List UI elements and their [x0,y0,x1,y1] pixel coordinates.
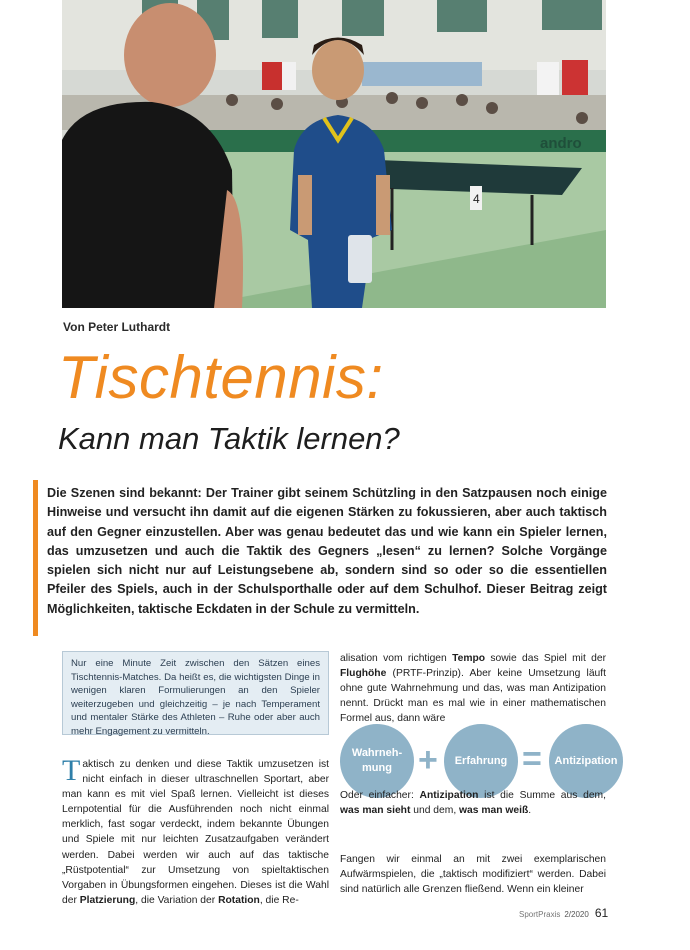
body-emphasis: Flughöhe [340,668,387,680]
info-box: Nur eine Minute Zeit zwischen den Sätzen eines Tischtennis-Matches. Da heißt es, die wichtigsten Dinge in wenigen klaren Formulierungen an den Spieler weiterzugeben und gleichzeitig – je nach Temperament und mentaler Stärke des Athleten – Ruhe oder aber auch mehr Engagement zu vermitteln. [62,651,329,735]
body-paragraph-right-3: Fangen wir einmal an mit zwei exemplarischen Aufwärmspielen, die „taktisch modifiziert“ werden. Dabei sind natürlich alle Grenzen fließend. Wenn ein kleiner [340,854,606,896]
body-text: und dem, [410,805,460,817]
body-paragraph-right-2 [340,788,606,818]
body-paragraph-right-1 [340,651,606,726]
body-emphasis: was man sieht [340,805,411,817]
formula-result-anticipation [549,724,623,798]
body-text: , die Re- [259,894,299,906]
photo-scene [62,0,606,308]
formula-term-perception [340,724,414,798]
formula-term-label: Wahrneh- mung [351,747,403,774]
court-sign: andro [540,135,582,152]
body-text: , die Variation der [135,894,219,906]
page-footer [519,906,608,920]
body-text: alisation vom richtigen [340,653,453,664]
body-emphasis: Antizipation [419,790,479,801]
lead-accent-bar [33,480,38,636]
page-number: 61 [594,906,609,920]
formula-term-label: Erfahrung [454,754,508,767]
article-subtitle: Kann man Taktik lernen? [58,421,400,456]
article-photo [62,0,606,308]
drop-cap: T [62,754,81,787]
body-emphasis: was man weiß [459,805,529,817]
magazine-name: SportPraxis [519,910,561,919]
body-text: (PRTF-Prinzip). Aber keine Umsetzung läuft ohne gute Wahrnehmung und das, was man Antizipation nennt. Drückt man es mal wie in einer mathematischen Formel aus, dann wäre [340,668,606,725]
body-text: ist die Summe aus dem, [478,790,606,801]
body-emphasis: Tempo [452,653,486,664]
formula-term-experience [444,724,518,798]
table-number: 4 [473,192,480,206]
body-text: Oder einfacher: [340,790,420,801]
body-text: sowie das Spiel mit der [485,653,606,664]
body-emphasis: Rotation [218,894,260,906]
body-text: aktisch zu denken und diese Taktik umzusetzen ist nicht einfach in dieser ultraschnellen Sportart, aber man kann es mit viel Spaß lernen. Vielleicht ist dieses Lernpotential für die Ausführenden noch nicht einmal merklich, fast sogar verdeckt, indem bekannte Übungen und Spiele mit nur leichten Zusatzaufgaben verändert werden. Dabei werden wir auch auf das taktische „Rüstpotential“ zur Umsetzung von spieltaktischen Vorgaben in Übungsformen eingehen. Dieses ist die Wahl der [62,759,329,906]
article-title: Tischtennis: [58,344,384,411]
formula-term-label: Antizipation [554,754,618,767]
body-paragraph-left [62,754,329,908]
author-byline: Von Peter Luthardt [63,320,171,334]
formula-equals: = [522,740,542,778]
body-emphasis: Platzierung [79,894,136,906]
body-text: . [528,805,532,817]
formula-plus: + [418,741,438,779]
lead-paragraph: Die Szenen sind bekannt: Der Trainer gibt seinem Schützling in den Satzpausen noch einige Hinweise und versucht ihn damit auf die eigenen Stärken zu fokussieren, aber auch taktisch auf den Gegner einzustellen. Aber was genau bedeutet das und wie kann ein Spieler lernen, das umzusetzen und auch die Taktik des Gegners „lesen“ zu lernen? Solche Vorgänge spielen sich nicht nur auf Leistungsebene ab, sondern sind so oder so die essentiellen Pfeiler des Spiels, auch in der Schulsporthalle oder auf dem Schulhof. Dieser Beitrag zeigt Möglichkeiten, taktische Eckdaten in der Schule zu vermitteln. [47,486,607,616]
issue-number: 2/2020 [564,910,589,919]
